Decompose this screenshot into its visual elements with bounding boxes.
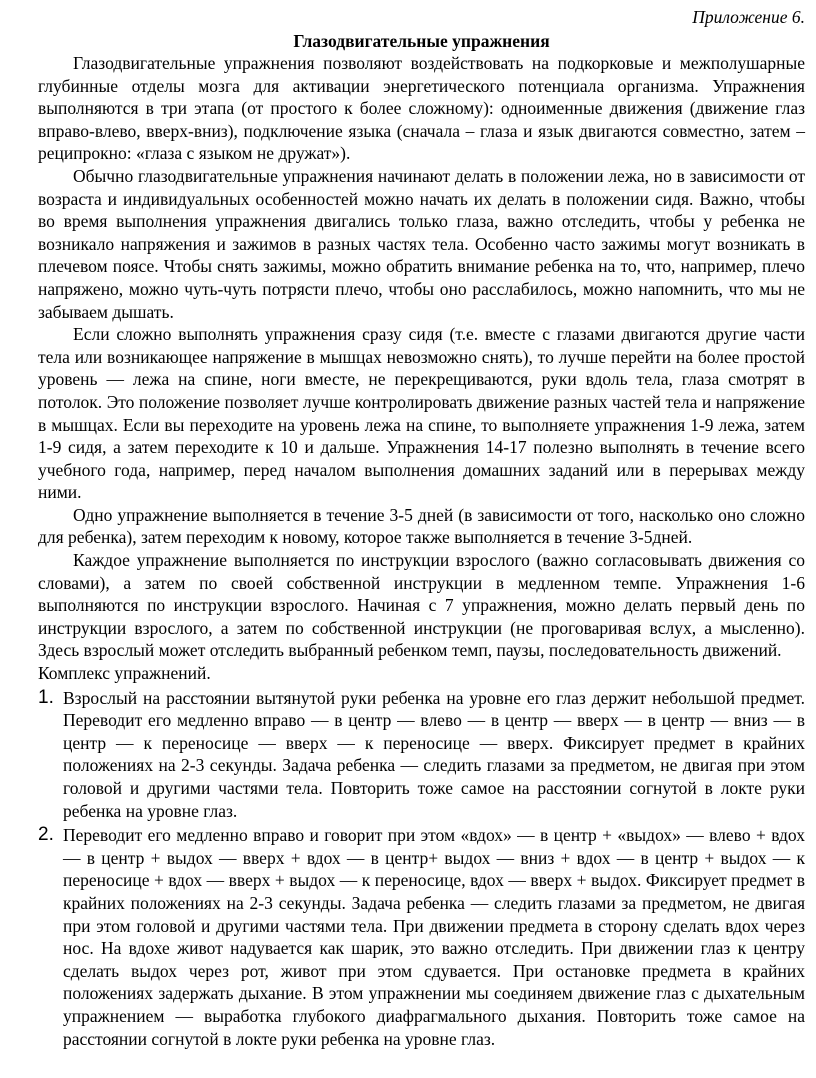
exercise-number: 1. xyxy=(38,686,54,708)
document-page xyxy=(38,6,805,1052)
exercise-list xyxy=(38,687,805,1051)
paragraph-lying-level: Если сложно выполнять упражнения сразу сидя (т.е. вместе с глазами двигаются другие части тела или возникающее напряжение в мышцах невозможно снять), то лучше перейти на более простой уровень — лежа на спине, ноги вместе, не перекрещиваются, руки вдоль тела, глаза смотрят в потолок. Это положение позволяет лучше контролировать движение разных частей тела и напряжение в мышцах. Если вы переходите на уровень лежа на спине, то выполняете упражнения 1-9 лежа, затем 1-9 сидя, а затем переходите к 10 и дальше. Упражнения 14-17 полезно выполнять в течение всего учебного года, например, перед началом выполнения домашних заданий или в перерывах между ними. xyxy=(38,324,805,503)
complex-heading: Комплекс упражнений. xyxy=(38,663,211,684)
paragraph-intro: Глазодвигательные упражнения позволяют воздействовать на подкорковые и межполушарные глубинные отделы мозга для активации энергетического потенциала организма. Упражнения выполняются в три этапа (от простого к более сложному): одноименные движения (движение глаз вправо-влево, вверх-вниз), подключение языка (сначала – глаза и язык двигаются совместно, затем – реципрокно: «глаза с языком не дружат»). xyxy=(38,53,805,164)
document-title: Глазодвигательные упражнения xyxy=(293,31,550,51)
paragraph-instruction: Каждое упражнение выполняется по инструкции взрослого (важно согласовывать движения со словами), а затем по своей собственной инструкции в медленном темпе. Упражнения 1-6 выполняются по инструкции взрослого. Начиная с 7 упражнения, можно делать первый день по инструкции взрослого, а затем по собственной инструкции (не проговаривая вслух, а мысленно). Здесь взрослый может отследить выбранный ребенком темп, паузы, последовательность движений. xyxy=(38,550,805,661)
exercise-item xyxy=(38,824,805,1050)
exercise-number: 2. xyxy=(38,824,54,846)
exercise-text: Переводит его медленно вправо и говорит при этом «вдох» — в центр + «выдох» — влево + вдох — в центр + выдох — вверх + вдох — в центр+ выдох — вниз + вдох — в центр + выдох — к переносице + вдох — вверх + выдох — к переносице, вдох — вверх + выдох. Фиксирует предмет в крайних положениях на 2-3 секунды. Задача ребенка — следить глазами за предметом, не двигая при этом головой и другими частями тела. При движении предмета в сторону сделать вдох через нос. На вдохе живот надувается как шарик, это важно отследить. При движении глаз к центру сделать выдох через рот, живот при этом сдувается. При остановке предмета в крайних положениях задержать дыхание. В этом упражнении мы соединяем движение глаз с дыхательным упражнением — выработка глубокого диафрагмального дыхания. Повторить тоже самое на расстоянии согнутой в локте руки ребенка на уровне глаз. xyxy=(63,825,805,1049)
appendix-label: Приложение 6. xyxy=(692,7,805,27)
paragraph-duration: Одно упражнение выполняется в течение 3-5 дней (в зависимости от того, насколько оно сложно для ребенка), затем переходим к новому, которое также выполняется в течение 3-5дней. xyxy=(38,504,805,548)
paragraph-position: Обычно глазодвигательные упражнения начинают делать в положении лежа, но в зависимости от возраста и индивидуальных особенностей можно начать их делать в положении сидя. Важно, чтобы во время выполнения упражнения двигались только глаза, важно отследить, чтобы у ребенка не возникало напряжения и зажимов в разных частях тела. Особенно часто зажимы могут возникать в плечевом поясе. Чтобы снять зажимы, можно обратить внимание ребенка на то, что, например, плечо напряжено, можно чуть-чуть потрясти плечо, чтобы оно расслабилось, можно напомнить, что мы не забываем дышать. xyxy=(38,165,805,322)
exercise-item xyxy=(38,687,805,823)
exercise-text: Взрослый на расстоянии вытянутой руки ребенка на уровне его глаз держит небольшой предмет. Переводит его медленно вправо — в центр — влево — в центр — вверх — в центр — вниз — в центр — к переносице — вверх — к переносице — вверх. Фиксирует предмет в крайних положениях на 2-3 секунды. Задача ребенка — следить глазами за предметом, не двигая при этом головой и другими частями тела. Повторить тоже самое на расстоянии согнутой в локте руки ребенка на уровне глаз. xyxy=(63,687,805,821)
